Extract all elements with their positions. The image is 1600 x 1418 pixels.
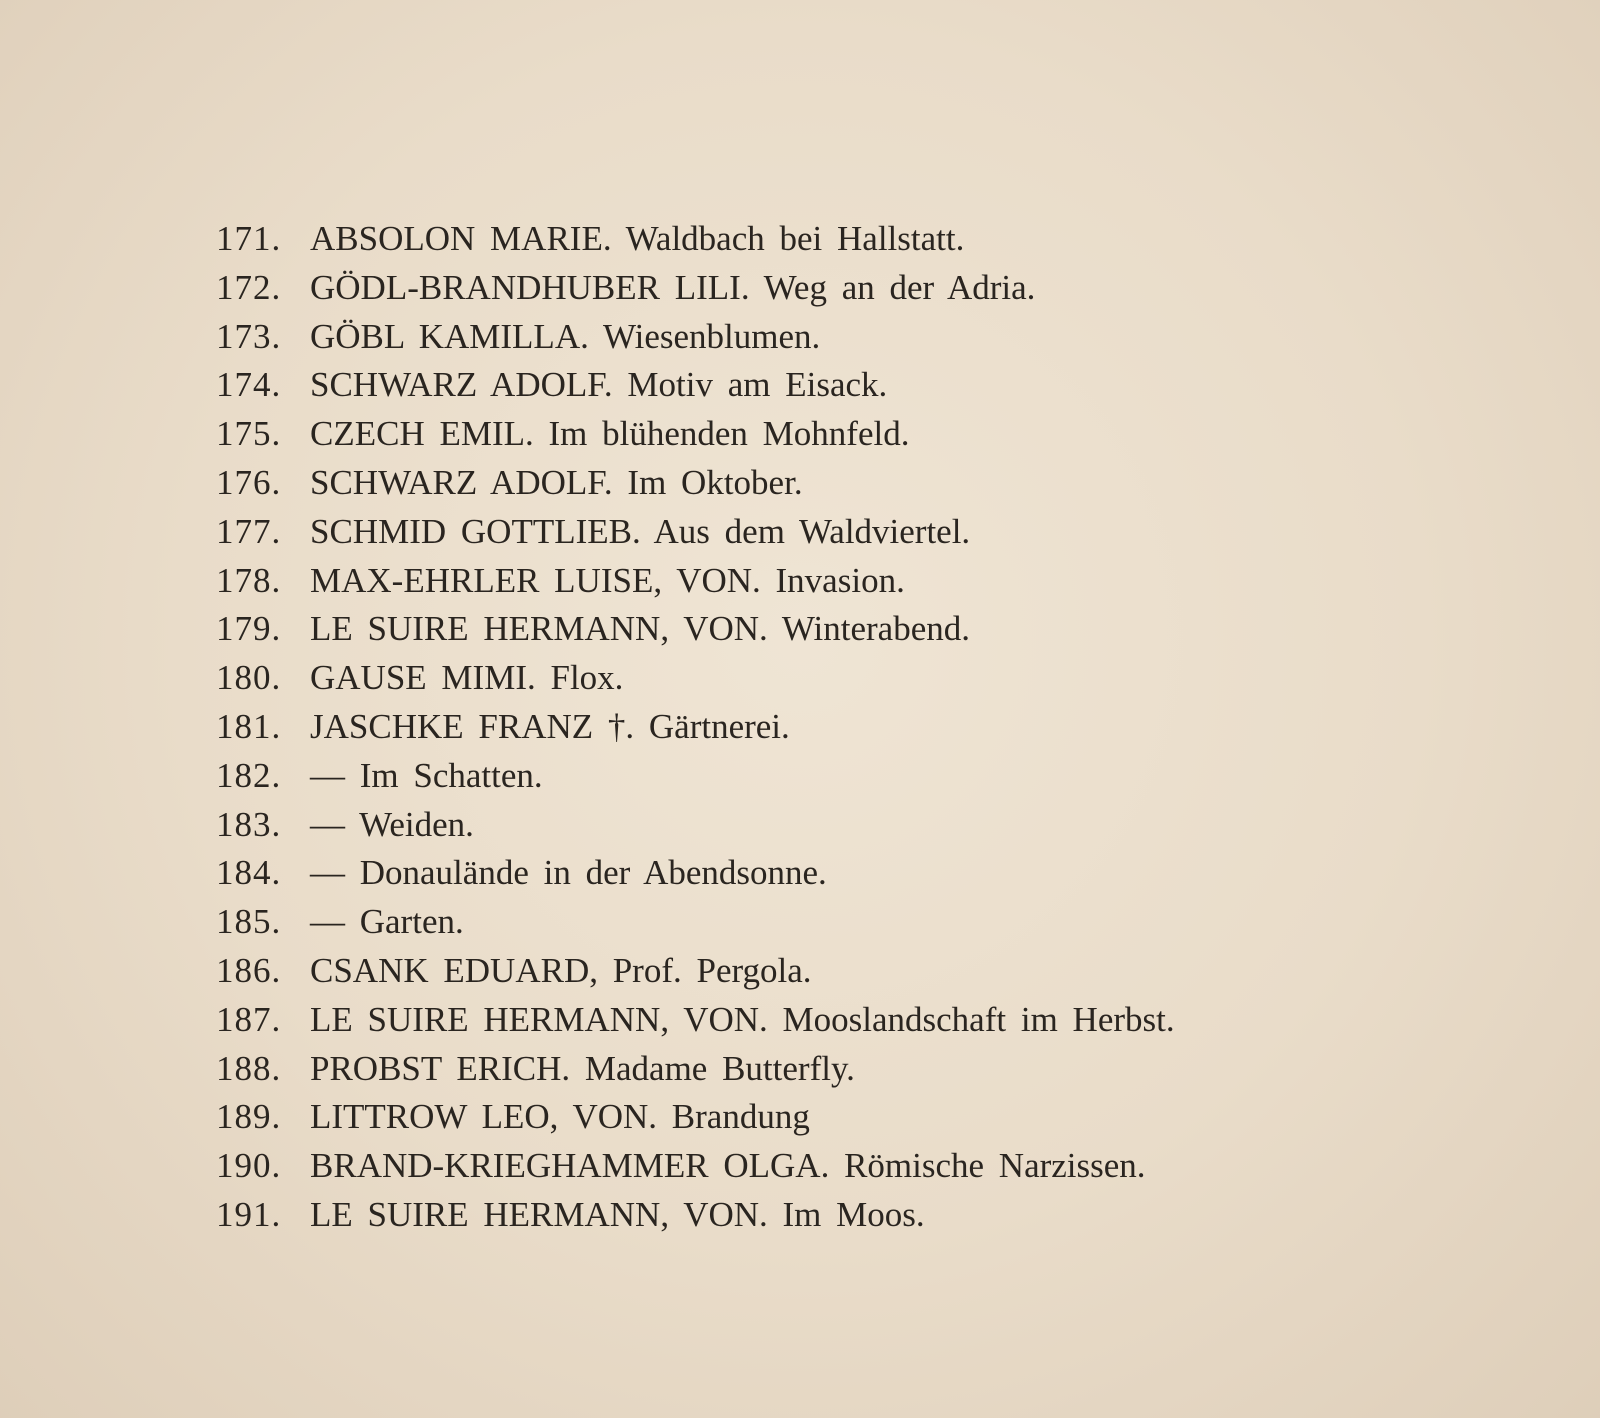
entry-text: LE SUIRE HERMANN, VON. Mooslandschaft im Herbst. [310,999,1175,1039]
catalog-entry [216,898,1175,947]
entry-number: 182. [216,755,282,795]
entry-text: GAUSE MIMI. Flox. [310,658,624,698]
entry-number: 173. [216,316,282,356]
entry-number: 172. [216,267,282,307]
catalog-entry [216,459,1175,508]
entry-text: SCHWARZ ADOLF. Im Oktober. [310,462,803,502]
entry-text: GÖDL-BRANDHUBER LILI. Weg an der Adria. [310,267,1036,307]
entry-text: JASCHKE FRANZ †. Gärtnerei. [310,706,790,746]
catalog-entry [216,703,1175,752]
entry-text: CSANK EDUARD, Prof. Pergola. [310,950,812,990]
entry-text: GÖBL KAMILLA. Wiesenblumen. [310,316,821,356]
catalog-list [216,215,1175,1240]
entry-number: 180. [216,658,282,698]
catalog-entry [216,801,1175,850]
catalog-entry [216,410,1175,459]
catalog-entry [216,654,1175,703]
catalog-entry [216,996,1175,1045]
entry-number: 171. [216,219,282,258]
catalog-entry [216,508,1175,557]
catalog-entry [216,849,1175,898]
entry-number: 175. [216,414,282,454]
entry-text: — Donaulände in der Abendsonne. [310,853,827,893]
entry-number: 176. [216,462,282,502]
catalog-entry [216,1093,1175,1142]
catalog-entry [216,752,1175,801]
catalog-entry [216,947,1175,996]
entry-text: — Weiden. [310,804,474,844]
entry-text: BRAND-KRIEGHAMMER OLGA. Römische Narzissen. [310,1146,1146,1186]
catalog-entry [216,313,1175,362]
entry-number: 179. [216,609,282,649]
entry-text: — Garten. [310,902,464,942]
catalog-entry [216,1142,1175,1191]
entry-text: LE SUIRE HERMANN, VON. Im Moos. [310,1194,925,1234]
entry-text: PROBST ERICH. Madame Butterfly. [310,1048,855,1088]
entry-text: LE SUIRE HERMANN, VON. Winterabend. [310,609,970,649]
catalog-entry [216,605,1175,654]
entry-number: 174. [216,365,282,405]
entry-text: SCHWARZ ADOLF. Motiv am Eisack. [310,365,888,405]
entry-number: 187. [216,999,282,1039]
entry-number: 190. [216,1146,282,1186]
entry-text: MAX-EHRLER LUISE, VON. Invasion. [310,560,905,600]
catalog-entry [216,361,1175,410]
catalog-entry [216,557,1175,606]
entry-text: ABSOLON MARIE. Waldbach bei Hallstatt. [310,219,965,258]
catalog-entry [216,215,1175,264]
entry-number: 183. [216,804,282,844]
catalog-entry [216,1191,1175,1240]
entry-text: LITTROW LEO, VON. Brandung [310,1097,810,1137]
entry-number: 189. [216,1097,282,1137]
entry-text: — Im Schatten. [310,755,543,795]
entry-number: 184. [216,853,282,893]
entry-number: 177. [216,511,282,551]
entry-text: CZECH EMIL. Im blühenden Mohnfeld. [310,414,910,454]
entry-number: 178. [216,560,282,600]
entry-number: 185. [216,902,282,942]
catalog-entry [216,264,1175,313]
entry-number: 181. [216,706,282,746]
entry-number: 186. [216,950,282,990]
entry-number: 188. [216,1048,282,1088]
catalog-entry [216,1045,1175,1094]
entry-number: 191. [216,1194,282,1234]
entry-text: SCHMID GOTTLIEB. Aus dem Waldviertel. [310,511,971,551]
